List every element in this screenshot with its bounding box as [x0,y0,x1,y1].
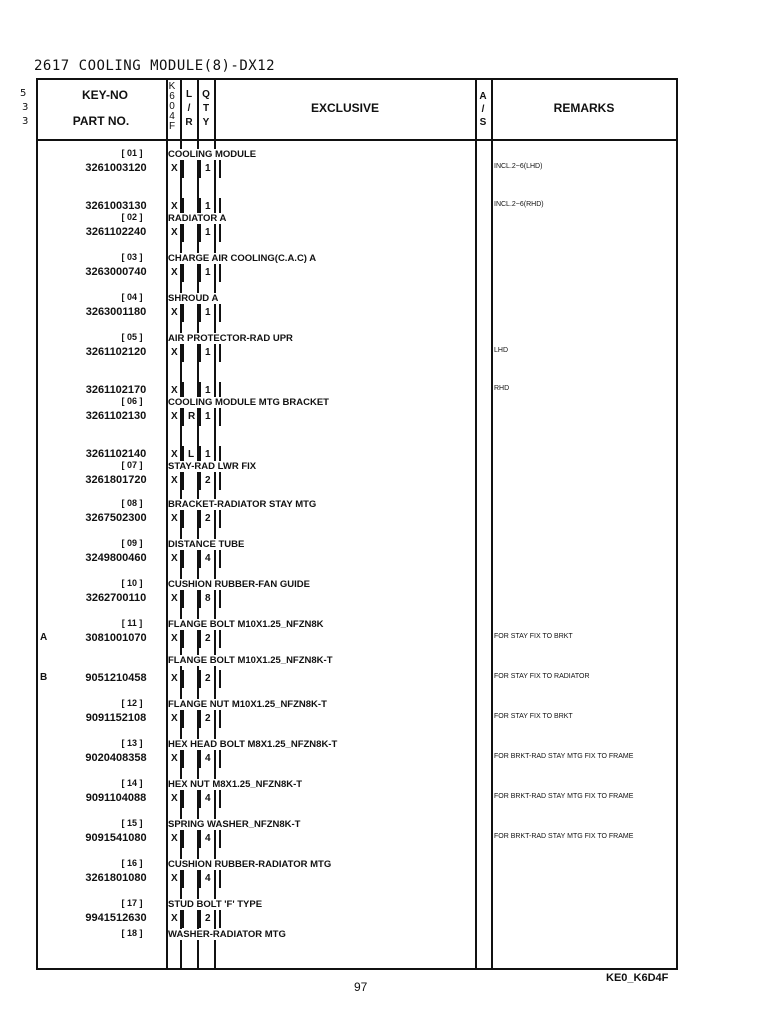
key-no: [ 08 ] [121,498,143,508]
margin-mark: 5 [20,88,27,99]
part-description: FLANGE BOLT M10X1.25_NFZN8K-T [168,655,333,666]
table-row [36,578,678,618]
remark: FOR STAY FIX TO BRKT [494,713,573,720]
key-no: [ 10 ] [121,578,143,588]
column-tick [199,750,201,768]
k604f-mark: X [171,201,178,212]
column-tick [199,790,201,808]
header-remarks: REMARKS [553,101,615,115]
key-no: [ 14 ] [121,778,143,788]
quantity: 2 [205,673,211,684]
part-number: 3267502300 [85,512,147,524]
quantity: 2 [205,713,211,724]
column-tick [199,264,201,282]
column-tick [182,472,184,490]
row-flag: A [40,632,48,643]
key-no: [ 05 ] [121,332,143,342]
key-no: [ 15 ] [121,818,143,828]
column-tick [182,550,184,568]
k604f-mark: X [171,833,178,844]
column-tick [182,710,184,728]
header-k604f: K 6 0 4 F [168,81,176,132]
part-description: COOLING MODULE [168,149,257,160]
key-no: [ 04 ] [121,292,143,302]
part-number: 3263000740 [85,266,147,278]
quantity: 4 [205,553,211,564]
remark: FOR BRKT-RAD STAY MTG FIX TO FRAME [494,833,634,840]
part-number: 9941512630 [85,912,147,924]
header-lr: L / R [185,89,193,128]
column-tick [219,630,221,648]
column-tick [182,910,184,928]
column-tick [199,472,201,490]
column-tick [219,344,221,362]
part-number: 9091104088 [85,792,147,804]
part-description: STUD BOLT 'F' TYPE [168,899,263,910]
quantity: 2 [205,913,211,924]
quantity: 4 [205,793,211,804]
key-no: [ 01 ] [121,148,143,158]
table-row [36,460,678,500]
key-no: [ 18 ] [121,928,143,938]
column-tick [219,830,221,848]
column-tick [199,408,201,426]
column-tick [199,910,201,928]
column-tick [182,344,184,362]
key-no: [ 12 ] [121,698,143,708]
part-description: HEX HEAD BOLT M8X1.25_NFZN8K-T [168,739,338,750]
part-number: 3263001180 [85,306,147,318]
quantity: 8 [205,593,211,604]
quantity: 1 [205,267,211,278]
column-tick [182,224,184,242]
k604f-mark: X [171,513,178,524]
table-row [36,778,678,818]
header-part-no: PART NO. [72,114,130,128]
part-description: FLANGE NUT M10X1.25_NFZN8K-T [168,699,327,710]
quantity: 1 [205,307,211,318]
part-number: 3261102130 [85,410,147,422]
page-title: 2617 COOLING MODULE(8)-DX12 [34,58,276,74]
row-flag: B [40,672,48,683]
quantity: 2 [205,633,211,644]
lr-value: R [188,411,196,422]
k604f-mark: X [171,475,178,486]
column-tick [199,630,201,648]
k604f-mark: X [171,553,178,564]
quantity: 4 [205,873,211,884]
column-tick [199,870,201,888]
column-tick [182,790,184,808]
quantity: 1 [205,449,211,460]
k604f-mark: X [171,713,178,724]
key-no: [ 02 ] [121,212,143,222]
quantity: 2 [205,513,211,524]
remark: RHD [494,385,510,392]
part-description: CUSHION RUBBER-RADIATOR MTG [168,859,332,870]
column-tick [199,304,201,322]
part-number: 3261003120 [85,162,147,174]
part-number: 3261102240 [85,226,147,238]
table-row [36,498,678,538]
column-tick [219,472,221,490]
column-tick [199,590,201,608]
part-description: CHARGE AIR COOLING(C.A.C) A [168,253,317,264]
remark: INCL.2~6(RHD) [494,201,544,208]
part-description: COOLING MODULE MTG BRACKET [168,397,329,408]
column-tick [182,670,184,688]
column-tick [219,670,221,688]
k604f-mark: X [171,385,178,396]
key-no: [ 11 ] [121,618,143,628]
k604f-mark: X [171,633,178,644]
part-description: AIR PROTECTOR-RAD UPR [168,333,293,344]
quantity: 4 [205,753,211,764]
part-description: RADIATOR A [168,213,227,224]
column-tick [182,304,184,322]
quantity: 1 [205,201,211,212]
table-row [36,698,678,738]
key-no: [ 09 ] [121,538,143,548]
table-row [36,148,678,188]
margin-mark: 3 [22,102,29,113]
column-tick [199,510,201,528]
part-number: 3262700110 [85,592,147,604]
remark: FOR STAY FIX TO RADIATOR [494,673,590,680]
column-tick [182,510,184,528]
quantity: 1 [205,411,211,422]
document-code: KE0_K6D4F [606,972,669,984]
column-tick [219,870,221,888]
quantity: 2 [205,475,211,486]
table-row [36,538,678,578]
part-number: 3081001070 [85,632,147,644]
table-row [36,618,678,658]
column-tick [219,790,221,808]
part-number: 9091541080 [85,832,147,844]
remark: INCL.2~6(LHD) [494,163,543,170]
column-tick [182,870,184,888]
k604f-mark: X [171,347,178,358]
part-description: STAY-RAD LWR FIX [168,461,257,472]
table-row [36,332,678,372]
k604f-mark: X [171,753,178,764]
column-tick [182,160,184,178]
column-tick [199,710,201,728]
part-description: BRACKET-RADIATOR STAY MTG [168,499,317,510]
table-row [36,212,678,252]
k604f-mark: X [171,307,178,318]
header-qty: Q T Y [202,89,210,128]
remark: FOR STAY FIX TO BRKT [494,633,573,640]
part-number: 9091152108 [85,712,147,724]
column-tick [219,550,221,568]
header-as: A / S [479,91,487,128]
column-tick [219,304,221,322]
k604f-mark: X [171,873,178,884]
column-tick [182,630,184,648]
remark: LHD [494,347,509,354]
part-number: 3261102120 [85,346,147,358]
k604f-mark: X [171,227,178,238]
key-no: [ 06 ] [121,396,143,406]
column-tick [219,160,221,178]
key-no: [ 07 ] [121,460,143,470]
column-tick [199,550,201,568]
k604f-mark: X [171,163,178,174]
part-description: FLANGE BOLT M10X1.25_NFZN8K [168,619,324,630]
remark: FOR BRKT-RAD STAY MTG FIX TO FRAME [494,793,634,800]
column-tick [182,264,184,282]
column-tick [182,750,184,768]
key-no: [ 03 ] [121,252,143,262]
k604f-mark: X [171,793,178,804]
part-number: 3261102170 [85,384,147,396]
remark: FOR BRKT-RAD STAY MTG FIX TO FRAME [494,753,634,760]
column-tick [199,224,201,242]
part-description: HEX NUT M8X1.25_NFZN8K-T [168,779,303,790]
part-description: DISTANCE TUBE [168,539,245,550]
quantity: 1 [205,163,211,174]
part-number: 3261102140 [85,448,147,460]
part-number: 9020408358 [85,752,147,764]
column-tick [219,590,221,608]
part-description: WASHER-RADIATOR MTG [168,929,286,940]
column-tick [199,344,201,362]
part-description: SPRING WASHER_NFZN8K-T [168,819,301,830]
table-row [36,292,678,332]
part-number: 3261801720 [85,474,147,486]
part-number: 9051210458 [85,672,147,684]
header-key-no: KEY-NO [81,88,128,102]
table-row [36,818,678,858]
column-tick [219,264,221,282]
column-tick [219,750,221,768]
part-description: SHROUD A [168,293,219,304]
header-exclusive: EXCLUSIVE [310,101,379,115]
column-tick [182,408,184,426]
column-tick [219,408,221,426]
column-tick [182,830,184,848]
header-divider [36,139,678,141]
k604f-mark: X [171,673,178,684]
column-tick [219,710,221,728]
column-tick [219,224,221,242]
table-row [36,252,678,292]
part-number: 3261801080 [85,872,147,884]
table-row [36,396,678,436]
margin-mark: 3 [22,116,29,127]
column-tick [199,830,201,848]
table-row [36,928,678,968]
lr-value: L [188,449,195,460]
part-number: 3249800460 [85,552,147,564]
k604f-mark: X [171,411,178,422]
key-no: [ 13 ] [121,738,143,748]
table-row [36,655,678,698]
table-row [36,738,678,778]
key-no: [ 16 ] [121,858,143,868]
column-tick [199,670,201,688]
part-number: 3261003130 [85,200,147,212]
quantity: 4 [205,833,211,844]
table-row [36,858,678,898]
k604f-mark: X [171,267,178,278]
quantity: 1 [205,385,211,396]
k604f-mark: X [171,913,178,924]
column-tick [219,510,221,528]
column-tick [199,160,201,178]
part-description: CUSHION RUBBER-FAN GUIDE [168,579,310,590]
page-number: 97 [354,980,368,994]
k604f-mark: X [171,449,178,460]
key-no: [ 17 ] [121,898,143,908]
column-tick [219,910,221,928]
k604f-mark: X [171,593,178,604]
quantity: 1 [205,347,211,358]
column-tick [182,590,184,608]
quantity: 1 [205,227,211,238]
